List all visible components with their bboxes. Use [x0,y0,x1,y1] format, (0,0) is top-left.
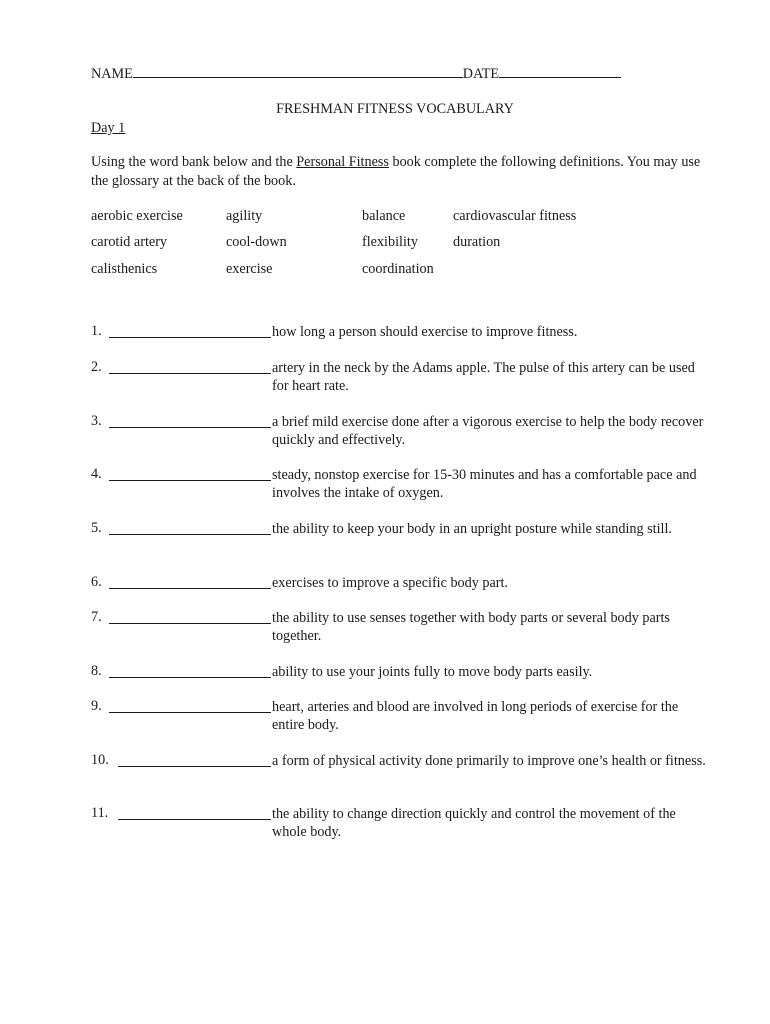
definition-text: a form of physical activity done primarily to improve one’s health or fitness. [272,753,706,769]
definition-text: heart, arteries and blood are involved in long periods of exercise for the entire body. [272,699,679,733]
answer-blank[interactable] [109,712,271,713]
definition-text: the ability to use senses together with body parts or several body parts together. [272,610,670,644]
item-number: 11. [91,805,109,821]
instructions-before: Using the word bank below and the [91,154,297,170]
instructions-after: book complete the following definitions. You may use the glossary at the back of the book. [91,154,701,189]
answer-blank[interactable] [118,766,271,767]
date-label: DATE [462,66,500,82]
word-bank-term: carotid artery [91,234,168,250]
word-bank-row [91,261,711,281]
item-number: 5. [91,520,102,536]
word-bank-term: duration [453,234,501,250]
definition-text: how long a person should exercise to improve fitness. [272,324,578,340]
date-field[interactable] [499,63,621,78]
item-number: 2. [91,359,102,375]
name-date-line [91,63,621,83]
word-bank-term: aerobic exercise [91,208,183,224]
answer-blank[interactable] [109,623,271,624]
instructions [91,153,711,191]
word-bank-term: calisthenics [91,261,158,277]
word-bank-term: coordination [362,261,434,277]
answer-blank[interactable] [109,373,271,374]
answer-blank[interactable] [109,534,271,535]
answer-blank[interactable] [109,337,271,338]
item-number: 8. [91,663,102,679]
definition-text: the ability to change direction quickly and control the movement of the whole body. [272,806,676,840]
day-label: Day 1 [91,120,126,136]
name-label: NAME [91,66,133,82]
definition-text: ability to use your joints fully to move body parts easily. [272,664,593,680]
word-bank-term: exercise [226,261,273,277]
item-number: 9. [91,698,102,714]
answer-blank[interactable] [109,480,271,481]
definition-text: exercises to improve a specific body part. [272,575,508,591]
word-bank-term: cardiovascular fitness [453,208,577,224]
item-number: 4. [91,466,102,482]
item-number: 1. [91,323,102,339]
definition-text: steady, nonstop exercise for 15-30 minutes and has a comfortable pace and involves the intake of oxygen. [272,467,697,501]
item-number: 7. [91,609,102,625]
page-title: FRESHMAN FITNESS VOCABULARY [276,101,514,117]
definition-text: artery in the neck by the Adams apple. The pulse of this artery can be used for heart rate. [272,360,695,394]
word-bank-term: flexibility [362,234,418,250]
item-number: 3. [91,413,102,429]
answer-blank[interactable] [118,819,271,820]
answer-blank[interactable] [109,677,271,678]
item-number: 6. [91,574,102,590]
definition-text: a brief mild exercise done after a vigorous exercise to help the body recover quickly and effectively. [272,414,704,448]
name-field[interactable] [133,63,463,78]
definition-text: the ability to keep your body in an upright posture while standing still. [272,521,672,537]
word-bank-term: agility [226,208,263,224]
word-bank-term: balance [362,208,406,224]
answer-blank[interactable] [109,427,271,428]
book-title: Personal Fitness [296,154,389,170]
word-bank-row [91,234,711,254]
word-bank-row [91,208,711,228]
word-bank-term: cool-down [226,234,287,250]
item-number: 10. [91,752,109,768]
answer-blank[interactable] [109,588,271,589]
